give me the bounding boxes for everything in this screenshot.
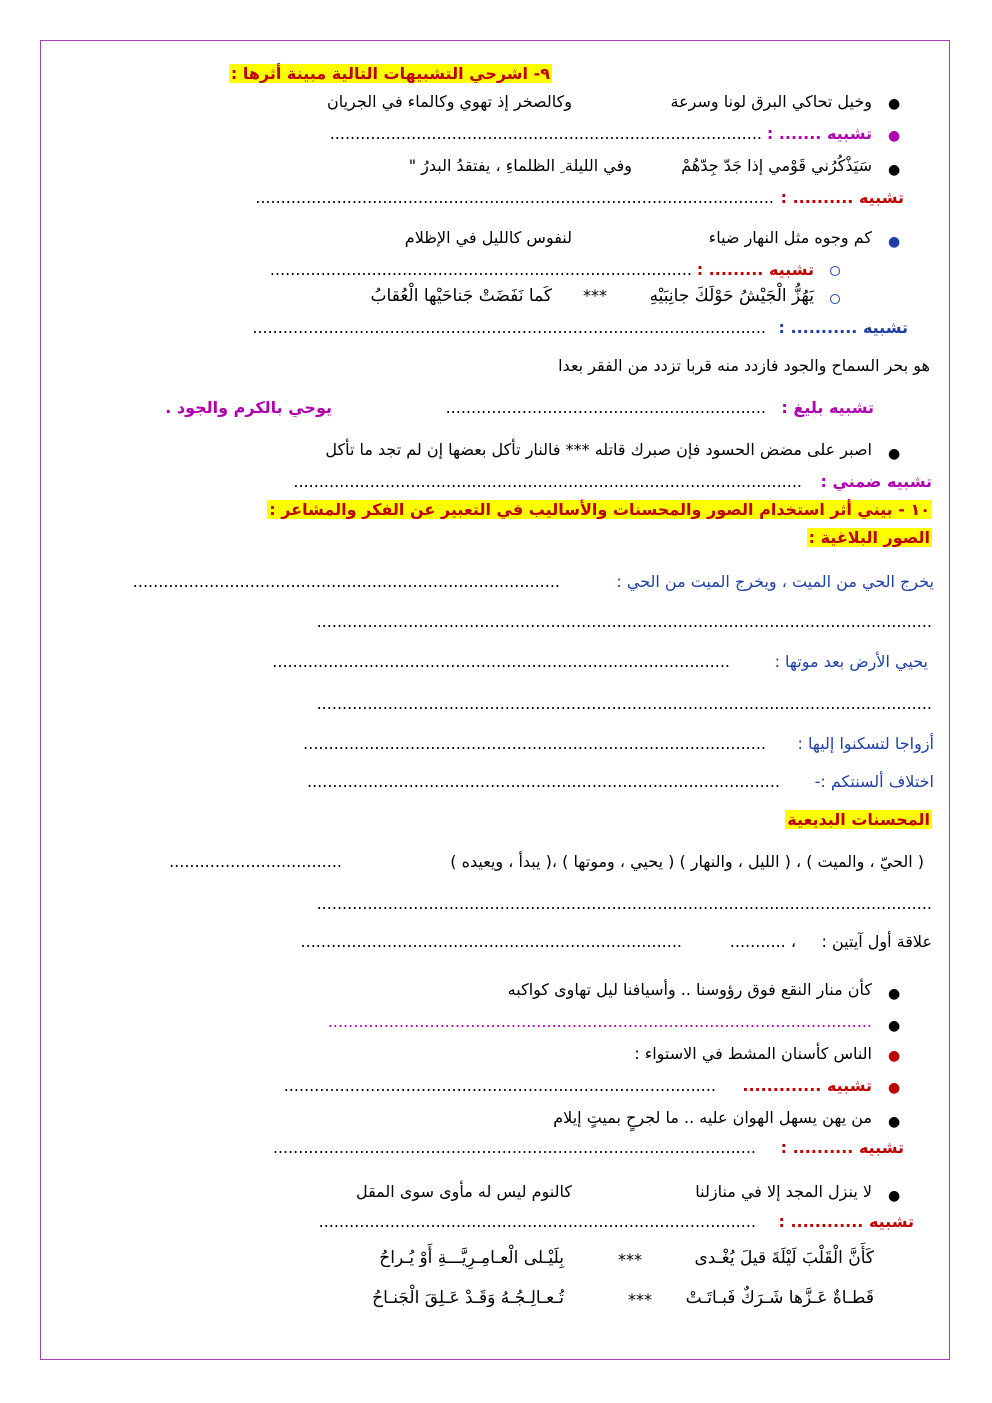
bullet-icon: ●: [888, 162, 901, 178]
item2-dots: ..........................................................................................: [272, 652, 730, 671]
tashbih-a-dots: .....................................................................................: [283, 1076, 716, 1095]
bullet-icon: ●: [888, 1080, 901, 1096]
bullet-icon: ●: [888, 1114, 901, 1130]
bullet-icon: ●: [888, 128, 901, 144]
poem1-a: كَأَنَّ الْقَلْبَ لَيْلَةَ قيلَ يُغْـدى: [694, 1248, 874, 1268]
verse4-a: يَهُزُّ الْجَيْشُ حَوْلَكَ جانِبَيْهِ: [649, 286, 814, 306]
tashbih3-dots: ...................................................................................: [269, 260, 692, 279]
tashbih3-label: تشبيه ......... :: [696, 260, 814, 279]
badi-title-text: المحسنات البديعية: [787, 810, 930, 829]
bullet-icon: ●: [888, 1188, 901, 1204]
item4-label: اختلاف ألسنتكم :-: [814, 772, 934, 791]
relation-dots: ........... ،: [729, 932, 796, 951]
tashbih4-dots: .....................................................................................................: [252, 318, 766, 337]
verse4-b: كَما نَفَضَتْ جَناحَيْها الْعُقابُ: [370, 286, 552, 306]
q9-title: [229, 64, 552, 83]
v1-dots: ...........................................................................................................: [327, 1012, 872, 1031]
verse5: هو بحر السماح والجود فازدد منه قربا تزدد من الفقر بعدا: [558, 356, 930, 375]
verse3-a: كم وجوه مثل النهار ضياء: [708, 228, 872, 247]
tashbih5-dots: ...............................................................: [445, 398, 766, 417]
tashbih6-dots: ....................................................................................................: [293, 472, 802, 491]
poem2-b: تُـعـالِـجُـهُ وَقَـدْ عَـلِقَ الْجَنـاحُ: [372, 1288, 564, 1308]
poem1-sep: ***: [618, 1250, 642, 1269]
verse-v4-b: كالنوم ليس له مأوى سوى المقل: [355, 1182, 572, 1201]
bullet-icon: ●: [888, 1048, 901, 1064]
circle-bullet-icon: [830, 266, 840, 276]
tashbih-b-label: تشبيه .......... :: [780, 1138, 904, 1157]
badi-dots2: .........................................................................................................................: [316, 894, 932, 913]
tashbih4-label: تشبيه ........... :: [778, 318, 908, 337]
tashbih-c-dots: ......................................................................................: [318, 1212, 756, 1231]
verse-v1: كأن منار النقع فوق رؤوسنا .. وأسيافنا ليل تهاوى كواكبه: [507, 980, 872, 999]
badi-dots: ..................................: [169, 852, 342, 871]
relation-dots2: ...........................................................................: [300, 932, 682, 951]
badi-title: [785, 810, 932, 829]
tashbih6-label: تشبيه ضمني :: [820, 472, 932, 491]
q10-subtitle-text: الصور البلاغية :: [808, 528, 930, 547]
tashbih-a-label: تشبيه .............: [742, 1076, 872, 1095]
q10-subtitle: [807, 528, 932, 547]
verse3-b: لنفوس كالليل في الإظلام: [404, 228, 572, 247]
badi-line: ( الحيّ ، والميت ) ، ( الليل ، والنهار ) ( يحيي ، وموتها ) ،( يبدأ ، ويعيده ): [450, 852, 924, 871]
tashbih-b-dots: ...............................................................................................: [272, 1138, 756, 1157]
verse-v2: الناس كأسنان المشط في الاستواء :: [634, 1044, 872, 1063]
verse-v3: من يهن يسهل الهوان عليه .. ما لجرحٍ بميتٍ إيلام: [553, 1108, 872, 1127]
tashbih1-dots: .....................................................................................: [329, 124, 762, 143]
q9-title-text: ٩- اشرحي التشبيهات التالية مبينة أثرها :: [230, 64, 550, 83]
tashbih-c-label: تشبيه ............ :: [778, 1212, 914, 1231]
circle-bullet-icon: [830, 294, 840, 304]
item2-dots2: .........................................................................................................................: [316, 694, 932, 713]
bullet-icon: ●: [888, 1018, 901, 1034]
verse6: اصبر على مضض الحسود فإن صبرك قاتله *** فالنار تأكل بعضها إن لم تجد ما تأكل: [325, 440, 872, 459]
verse4-sep: ***: [583, 286, 607, 305]
bullet-icon: ●: [888, 446, 901, 462]
item1-dots: ....................................................................................: [132, 572, 560, 591]
item2-label: يحيي الأرض بعد موتها :: [774, 652, 928, 671]
verse2-a: سَيَذْكُرُني قَوْمي إذا جَدّ جِدّهُمْ: [681, 156, 872, 175]
item1-label: يخرج الحي من الميت ، ويخرج الميت من الحي :: [616, 572, 934, 591]
q10-title: [267, 500, 932, 519]
verse1-a: وخيل تحاكي البرق لونا وسرعة: [670, 92, 872, 111]
bullet-icon: ●: [888, 234, 901, 250]
relation-label: علاقة أول آيتين :: [821, 932, 932, 951]
item1-dots2: .........................................................................................................................: [316, 612, 932, 631]
bullet-icon: ●: [888, 986, 901, 1002]
item3-dots: ...........................................................................................: [303, 734, 766, 753]
tashbih5-answer: يوحي بالكرم والجود .: [165, 398, 332, 417]
poem2-sep: ***: [628, 1290, 652, 1309]
verse1-b: وكالصخر إذ تهوي وكالماء في الجريان: [326, 92, 572, 111]
item4-dots: .............................................................................................: [307, 772, 780, 791]
tashbih5-label: تشبيه بليغ :: [781, 398, 874, 417]
q10-title-text: ١٠ - بيني أثر استخدام الصور والمحسنات والأساليب في التعبير عن الفكر والمشاعر :: [269, 500, 930, 519]
poem2-a: قَطـاةٌ عَـزَّها شَـرَكٌ فَبـاتَـتْ: [685, 1288, 874, 1308]
verse2-b: وفي الليلة ِ الظلماءِ ، يفتقدُ البدرُ ": [408, 156, 632, 175]
tashbih1-label: تشبيه ....... :: [766, 124, 872, 143]
tashbih2-label: تشبيه .......... :: [780, 188, 904, 207]
bullet-icon: ●: [888, 96, 901, 112]
poem1-b: بِلَيْـلى الْعـامِـرِيَّـــةِ أَوْ يُـراحُ: [379, 1248, 564, 1268]
verse-v4-a: لا ينزل المجد إلا في منازلنا: [695, 1182, 872, 1201]
tashbih2-dots: ......................................................................................................: [255, 188, 774, 207]
item3-label: أزواجا لتسكنوا إليها :: [797, 734, 934, 753]
